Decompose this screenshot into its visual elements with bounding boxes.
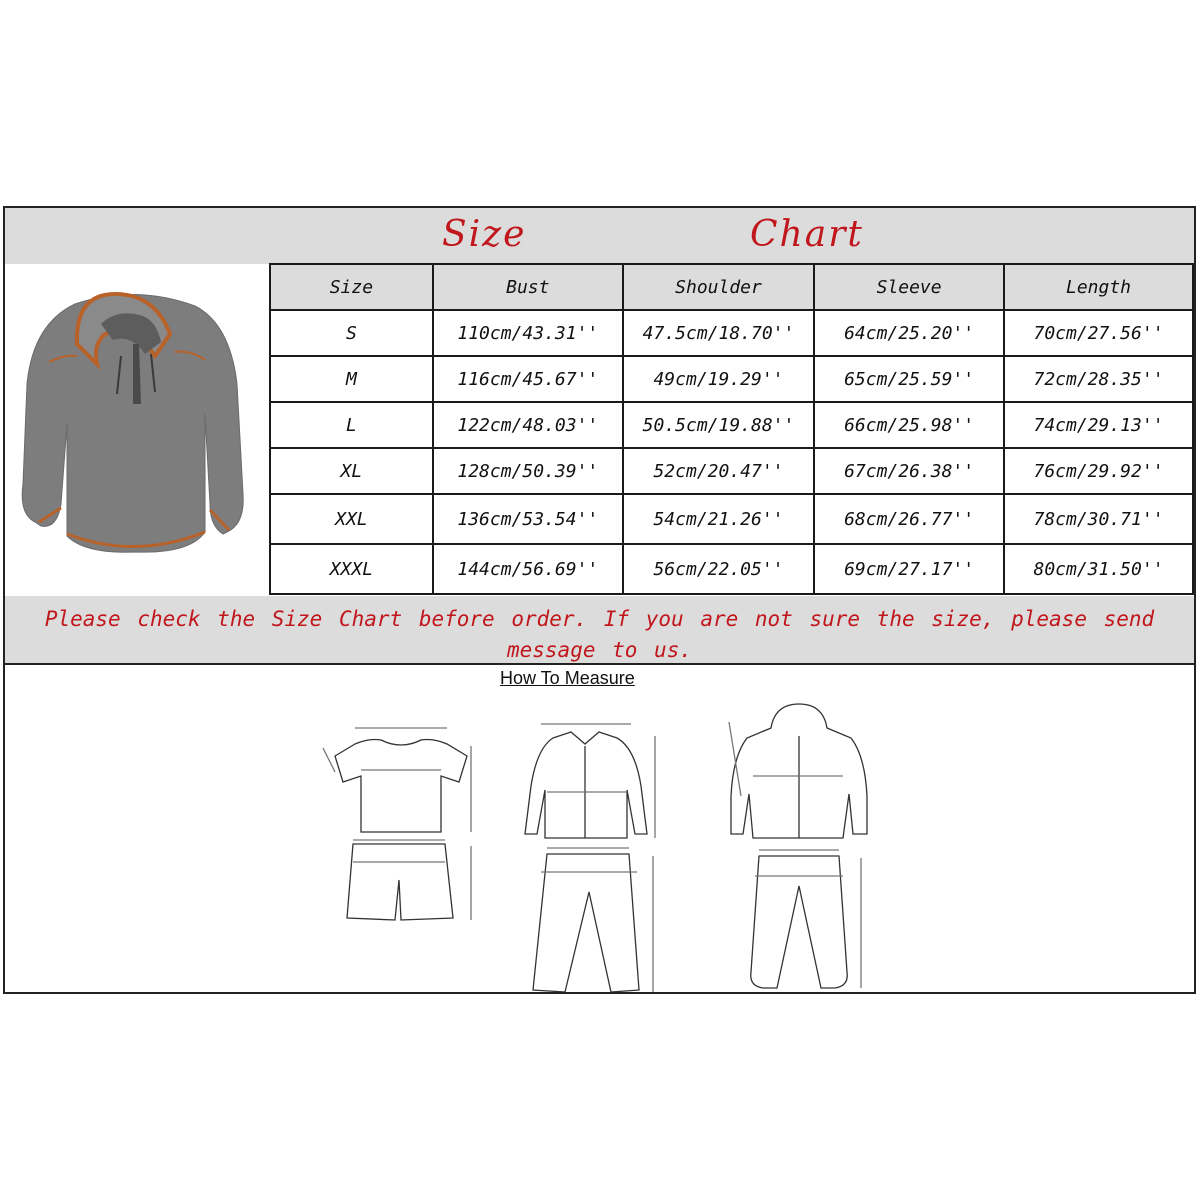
table-cell: L bbox=[270, 402, 433, 448]
table-cell: 67cm/26.38'' bbox=[814, 448, 1004, 494]
table-cell: 64cm/25.20'' bbox=[814, 310, 1004, 356]
table-row bbox=[270, 448, 1193, 494]
table-cell: S bbox=[270, 310, 433, 356]
column-header: Sleeve bbox=[814, 264, 1004, 310]
shirt-figure bbox=[525, 724, 655, 838]
table-header-row bbox=[270, 264, 1193, 310]
title-word-size: Size bbox=[442, 214, 527, 255]
table-cell: 69cm/27.17'' bbox=[814, 544, 1004, 594]
table-cell: 144cm/56.69'' bbox=[433, 544, 623, 594]
table-cell: 66cm/25.98'' bbox=[814, 402, 1004, 448]
table-cell: XXL bbox=[270, 494, 433, 544]
table-cell: 76cm/29.92'' bbox=[1004, 448, 1193, 494]
column-header: Shoulder bbox=[623, 264, 814, 310]
table-cell: 52cm/20.47'' bbox=[623, 448, 814, 494]
table-cell: 128cm/50.39'' bbox=[433, 448, 623, 494]
table-row bbox=[270, 494, 1193, 544]
table-cell: 56cm/22.05'' bbox=[623, 544, 814, 594]
tshirt-figure bbox=[323, 728, 471, 832]
shorts-figure bbox=[347, 840, 471, 920]
table-cell: 72cm/28.35'' bbox=[1004, 356, 1193, 402]
column-header: Length bbox=[1004, 264, 1193, 310]
size-chart-frame bbox=[3, 206, 1196, 994]
table-cell: 50.5cm/19.88'' bbox=[623, 402, 814, 448]
table-row bbox=[270, 356, 1193, 402]
table-row bbox=[270, 544, 1193, 594]
size-note: Please check the Size Chart before order. If you are not sure the size, please send message to us. bbox=[44, 607, 1155, 662]
table-cell: 65cm/25.59'' bbox=[814, 356, 1004, 402]
table-cell: 70cm/27.56'' bbox=[1004, 310, 1193, 356]
title-bar bbox=[5, 208, 1194, 264]
table-cell: XXXL bbox=[270, 544, 433, 594]
product-image bbox=[5, 264, 268, 596]
table-cell: 80cm/31.50'' bbox=[1004, 544, 1193, 594]
table-cell: 68cm/26.77'' bbox=[814, 494, 1004, 544]
hoodie-illustration bbox=[5, 264, 268, 596]
column-header: Bust bbox=[433, 264, 623, 310]
table-cell: M bbox=[270, 356, 433, 402]
table-cell: 54cm/21.26'' bbox=[623, 494, 814, 544]
pants-figure bbox=[533, 848, 653, 992]
table-cell: 110cm/43.31'' bbox=[433, 310, 623, 356]
table-cell: 116cm/45.67'' bbox=[433, 356, 623, 402]
measure-diagram bbox=[295, 666, 915, 992]
size-table bbox=[269, 263, 1194, 595]
title-word-chart: Chart bbox=[750, 214, 864, 255]
table-cell: 78cm/30.71'' bbox=[1004, 494, 1193, 544]
how-to-measure bbox=[295, 666, 915, 992]
joggers-figure bbox=[751, 850, 861, 988]
note-bar bbox=[5, 596, 1194, 665]
table-cell: XL bbox=[270, 448, 433, 494]
column-header: Size bbox=[270, 264, 433, 310]
measure-title: How To Measure bbox=[500, 668, 635, 688]
table-cell: 122cm/48.03'' bbox=[433, 402, 623, 448]
table-cell: 74cm/29.13'' bbox=[1004, 402, 1193, 448]
table-cell: 49cm/19.29'' bbox=[623, 356, 814, 402]
table-cell: 47.5cm/18.70'' bbox=[623, 310, 814, 356]
table-cell: 136cm/53.54'' bbox=[433, 494, 623, 544]
table-row bbox=[270, 310, 1193, 356]
hoodie-figure bbox=[729, 704, 867, 838]
table-row bbox=[270, 402, 1193, 448]
